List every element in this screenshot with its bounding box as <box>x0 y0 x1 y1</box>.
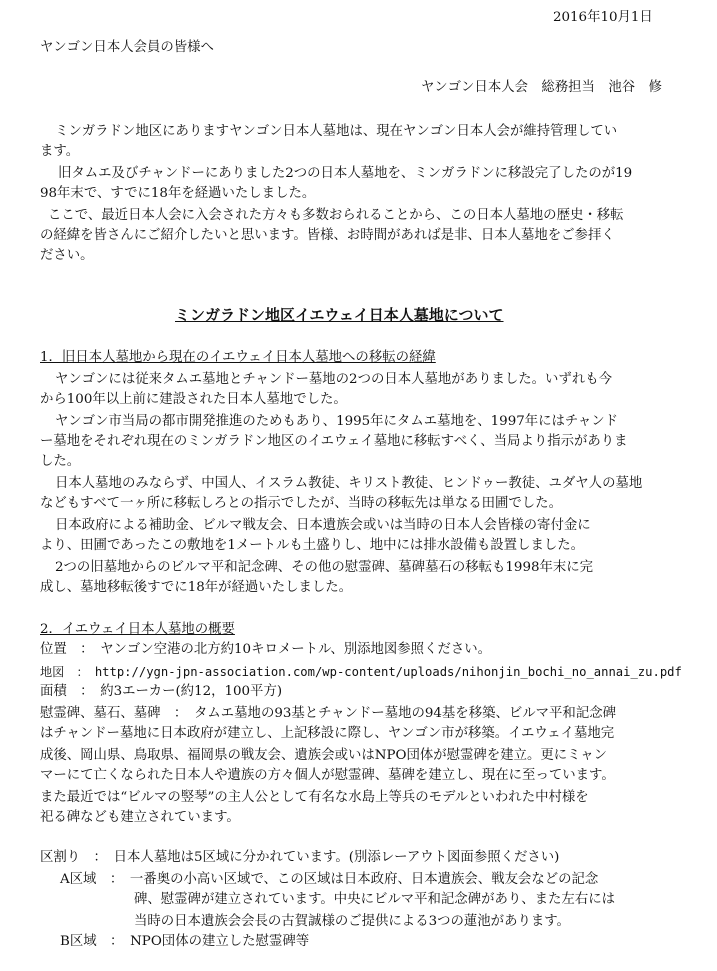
section-2-heading: 2．イエウェイ日本人墓地の概要 <box>40 622 235 637</box>
zone-a-line: 当時の日本遺族会会長の古賀誠様のご提供による3つの蓮池があります。 <box>134 914 570 929</box>
section-1-line: から100年以上前に建設された日本人墓地でした。 <box>40 392 347 407</box>
sender: ヤンゴン日本人会 総務担当 池谷 修 <box>421 80 662 95</box>
location-line: 位置 ： ヤンゴン空港の北方約10キロメートル、別添地図参照ください。 <box>40 642 492 657</box>
section-1-line: などもすべて一ヶ所に移転しろとの指示でしたが、当時の移転先は単なる田圃でした。 <box>40 496 562 511</box>
intro-line: ミンガラドン地区にありますヤンゴン日本人墓地は、現在ヤンゴン日本人会が維持管理してい <box>55 124 618 139</box>
monuments-line: 成後、岡山県、鳥取県、福岡県の戦友会、遺族会或いはNPO団体が慰霊碑を建立。更にミャン <box>40 748 608 763</box>
monuments-line: マーにて亡くなられた日本人や遺族の方々個人が慰霊碑、墓碑を建立し、現在に至っています。 <box>40 768 615 783</box>
zone-a-line: A区域 ： 一番奥の小高い区域で、この区域は日本政府、日本遺族会、戦友会などの記念 <box>60 872 599 887</box>
section-1-line: 日本人墓地のみならず、中国人、イスラム教徒、キリスト教徒、ヒンドゥー教徒、ユダヤ人の墓地 <box>55 476 643 491</box>
intro-line: 旧タムエ及びチャンドーにありました2つの日本人墓地を、ミンガラドンに移設完了したのが19 <box>58 166 633 181</box>
intro-line: 98年末で、すでに18年を経過いたしました。 <box>40 186 316 201</box>
monuments-line: はチャンドー墓地に日本政府が建立し、上記移設に際し、ヤンゴン市が移築。イエウェイ墓地完 <box>40 726 615 741</box>
section-1-line: ー墓地をそれぞれ現在のミンガラドン地区のイエウェイ墓地に移転すべく、当局より指示がありま <box>40 434 628 449</box>
page-title: ミンガラドン地区イエウェイ日本人墓地について <box>175 306 504 324</box>
date: 2016年10月1日 <box>553 10 653 25</box>
monuments-line: また最近では“ビルマの竪琴”の主人公として有名な水島上等兵のモデルといわれた中村様を <box>40 790 589 805</box>
section-1-line: ヤンゴン市当局の都市開発推進のためもあり、1995年にタムエ墓地を、1997年にはチャンド <box>55 414 619 429</box>
section-1-line: 成し、墓地移転後すでに18年が経過いたしました。 <box>40 580 353 595</box>
map-url-line: 地図 ： http://ygn-jpn-association.com/wp-content/uploads/nihonjin_bochi_no_annai_zu.pdf <box>40 665 682 679</box>
zone-a-line: 碑、慰霊碑が建立されています。中央にビルマ平和記念碑があり、また左右には <box>134 892 615 907</box>
zones-intro: 区割り ： 日本人墓地は5区域に分かれています。(別添レーアウト図面参照ください) <box>40 850 560 865</box>
monuments-line: 祀る碑なども建立されています。 <box>40 810 240 825</box>
intro-line: ます。 <box>40 144 80 159</box>
zone-b-line: B区域 ： NPO団体の建立した慰霊碑等 <box>60 934 310 949</box>
section-1-line: 2つの旧墓地からのビルマ平和記念碑、その他の慰霊碑、墓碑墓石の移転も1998年末に完 <box>55 560 594 575</box>
salutation: ヤンゴン日本人会員の皆様へ <box>40 40 214 55</box>
section-1-line: した。 <box>40 454 81 469</box>
intro-line: ここで、最近日本人会に入会された方々も多数おられることから、この日本人墓地の歴史・移転 <box>48 208 624 223</box>
section-1-line: 日本政府による補助金、ビルマ戦友会、日本遺族会或いは当時の日本人会皆様の寄付金に <box>55 518 591 533</box>
section-1-line: ヤンゴンには従来タムエ墓地とチャンドー墓地の2つの日本人墓地がありました。いずれも今 <box>55 372 612 387</box>
section-1-line: より、田圃であったこの敷地を1メートルも土盛りし、地中には排水設備も設置しました。 <box>40 538 585 553</box>
intro-line: ださい。 <box>40 248 94 263</box>
section-1-heading: 1．旧日本人墓地から現在のイエウェイ日本人墓地への移転の経緯 <box>40 350 436 365</box>
intro-line: の経緯を皆さんにご紹介したいと思います。皆様、お時間があれば是非、日本人墓地をご参拝く <box>40 228 615 243</box>
area-line: 面積 ： 約3エーカー(約12，100平方) <box>40 684 283 699</box>
monuments-line: 慰霊碑、墓石、墓碑 ： タムエ墓地の93基とチャンドー墓地の94基を移築、ビルマ平和記念碑 <box>40 706 616 721</box>
